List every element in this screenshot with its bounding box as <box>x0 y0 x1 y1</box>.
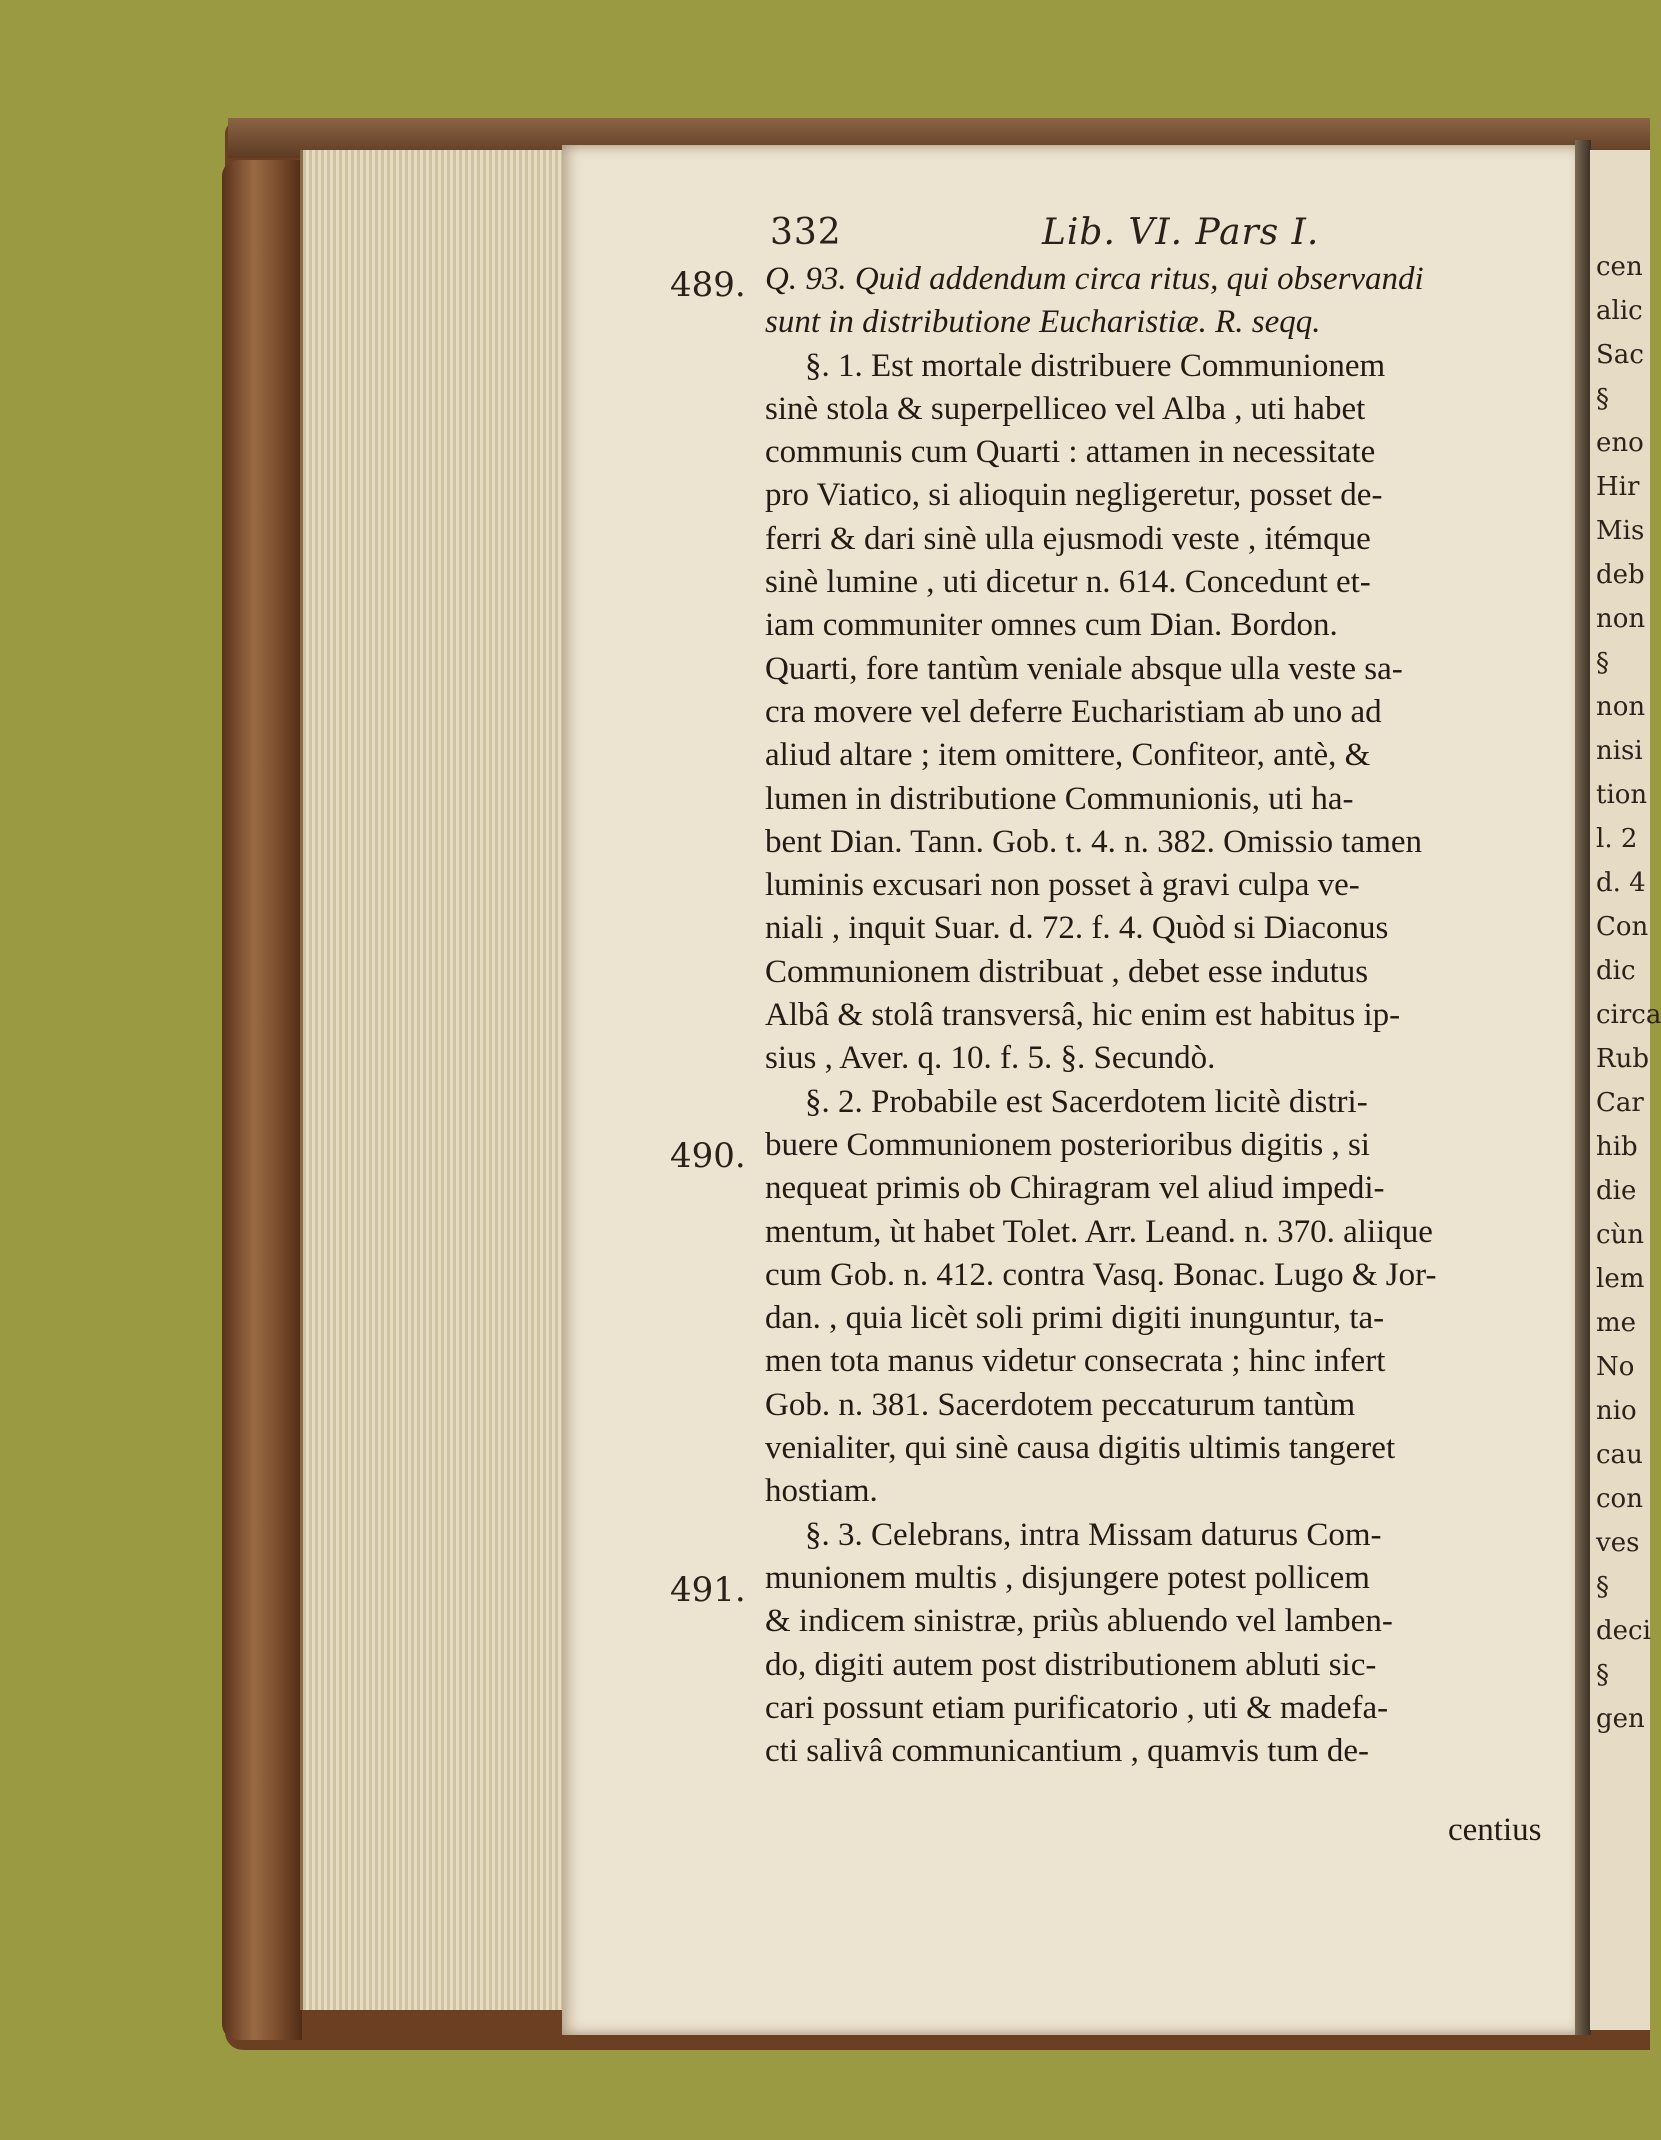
facing-page-fragment <box>1590 150 1661 2030</box>
text-line: Q. 93. Quid addendum circa ritus, qui observandi <box>765 261 1424 297</box>
facing-fragment: Con <box>1596 912 1649 942</box>
text-line: §. 2. Probabile est Sacerdotem licitè distri- <box>805 1083 1368 1120</box>
catchword: centius <box>1448 1812 1542 1848</box>
facing-fragment: gen <box>1596 1704 1645 1734</box>
facing-fragment: cau <box>1596 1440 1643 1470</box>
body-text <box>765 258 1565 1773</box>
text-line: §. 3. Celebrans, intra Missam daturus Com- <box>805 1516 1382 1553</box>
text-line: pro Viatico, si alioquin negligeretur, posset de- <box>765 477 1383 514</box>
facing-fragment: eno <box>1596 428 1644 458</box>
facing-fragment: alic <box>1596 296 1643 326</box>
facing-fragment: l. 2 <box>1596 824 1638 854</box>
facing-fragment: Rub <box>1596 1044 1649 1074</box>
text-line: aliud altare ; item omittere, Confiteor, antè, & <box>765 737 1371 774</box>
facing-fragment: Hir <box>1596 472 1640 502</box>
page-edges <box>300 150 565 2010</box>
page-number: 332 <box>770 212 842 253</box>
text-line: communis cum Quarti : attamen in necessitate <box>765 434 1376 471</box>
facing-fragment: ves <box>1596 1528 1640 1558</box>
text-line: men tota manus videtur consecrata ; hinc infert <box>765 1343 1386 1380</box>
text-line: venialiter, qui sinè causa digitis ultimis tangeret <box>765 1430 1396 1467</box>
text-line: lumen in distributione Communionis, uti ha- <box>765 780 1354 817</box>
margin-number: 490. <box>670 1136 746 1176</box>
facing-fragment: nisi <box>1596 736 1643 766</box>
text-line: cari possunt etiam purificatorio , uti & madefa- <box>765 1689 1389 1726</box>
facing-fragment: non <box>1596 604 1646 634</box>
facing-fragment: circa <box>1596 1000 1661 1030</box>
text-line: cti salivâ communicantium , quamvis tum de- <box>765 1733 1369 1770</box>
text-line: sunt in distributione Eucharistiæ. R. seqq. <box>765 304 1321 341</box>
text-line: cra movere vel deferre Eucharistiam ab uno ad <box>765 693 1382 730</box>
facing-fragment: me <box>1596 1308 1637 1338</box>
text-line: sinè lumine , uti dicetur n. 614. Concedunt et- <box>765 564 1371 601</box>
facing-fragment: Mis <box>1596 516 1645 546</box>
book-spine <box>222 160 302 2040</box>
facing-fragment: § <box>1596 648 1609 678</box>
facing-fragment: non <box>1596 692 1646 722</box>
text-line: nequeat primis ob Chiragram vel aliud impedi- <box>765 1170 1385 1207</box>
text-line: Quarti, fore tantùm veniale absque ulla veste sa- <box>765 650 1403 687</box>
facing-text <box>1590 150 1661 1741</box>
text-line: niali , inquit Suar. d. 72. f. 4. Quòd si Diaconus <box>765 910 1389 947</box>
facing-fragment: No <box>1596 1352 1635 1382</box>
facing-fragment: § <box>1596 384 1609 414</box>
text-line: §. 1. Est mortale distribuere Communionem <box>805 347 1386 384</box>
facing-fragment: cen <box>1596 252 1643 282</box>
text-line: munionem multis , disjungere potest pollicem <box>765 1559 1370 1596</box>
text-line: mentum, ùt habet Tolet. Arr. Leand. n. 370. aliique <box>765 1213 1433 1250</box>
text-line: bent Dian. Tann. Gob. t. 4. n. 382. Omissio tamen <box>765 823 1423 860</box>
text-line: Gob. n. 381. Sacerdotem peccaturum tantùm <box>765 1386 1356 1423</box>
facing-fragment: tion <box>1596 780 1648 810</box>
text-line: buere Communionem posterioribus digitis , si <box>765 1126 1370 1163</box>
facing-fragment: § <box>1596 1572 1609 1602</box>
facing-fragment: nio <box>1596 1396 1637 1426</box>
text-line: & indicem sinistræ, priùs abluendo vel lamben- <box>765 1603 1393 1640</box>
text-line: dan. , quia licèt soli primi digiti inunguntur, ta- <box>765 1300 1385 1337</box>
text-line: hostiam. <box>765 1473 878 1510</box>
text-line: sinè stola & superpelliceo vel Alba , uti habet <box>765 390 1366 427</box>
text-line: iam communiter omnes cum Dian. Bordon. <box>765 607 1338 644</box>
gutter <box>1575 140 1591 2035</box>
text-line: cum Gob. n. 412. contra Vasq. Bonac. Lugo & Jor- <box>765 1256 1437 1293</box>
text-line: ferri & dari sinè ulla ejusmodi veste , itémque <box>765 520 1371 557</box>
text-line: sius , Aver. q. 10. f. 5. §. Secundò. <box>765 1040 1216 1077</box>
text-line: do, digiti autem post distributionem abluti sic- <box>765 1646 1377 1683</box>
facing-fragment: con <box>1596 1484 1643 1514</box>
margin-number: 491. <box>670 1570 746 1610</box>
text-line: luminis excusari non posset à gravi culpa ve- <box>765 867 1360 904</box>
facing-fragment: § <box>1596 1660 1609 1690</box>
facing-fragment: d. 4 <box>1596 868 1646 898</box>
running-title: Lib. VI. Pars I. <box>1042 212 1320 253</box>
text-line: Albâ & stolâ transversâ, hic enim est habitus ip- <box>765 997 1401 1034</box>
facing-fragment: Sac <box>1596 340 1644 370</box>
facing-fragment: Car <box>1596 1088 1644 1118</box>
facing-fragment: cùn <box>1596 1220 1645 1250</box>
facing-fragment: deb <box>1596 560 1645 590</box>
facing-fragment: deci <box>1596 1616 1651 1646</box>
facing-fragment: lem <box>1596 1264 1645 1294</box>
facing-fragment: hib <box>1596 1132 1638 1162</box>
facing-fragment: dic <box>1596 956 1636 986</box>
text-line: Communionem distribuat , debet esse indutus <box>765 953 1369 990</box>
facing-fragment: die <box>1596 1176 1637 1206</box>
margin-number: 489. <box>670 265 746 305</box>
